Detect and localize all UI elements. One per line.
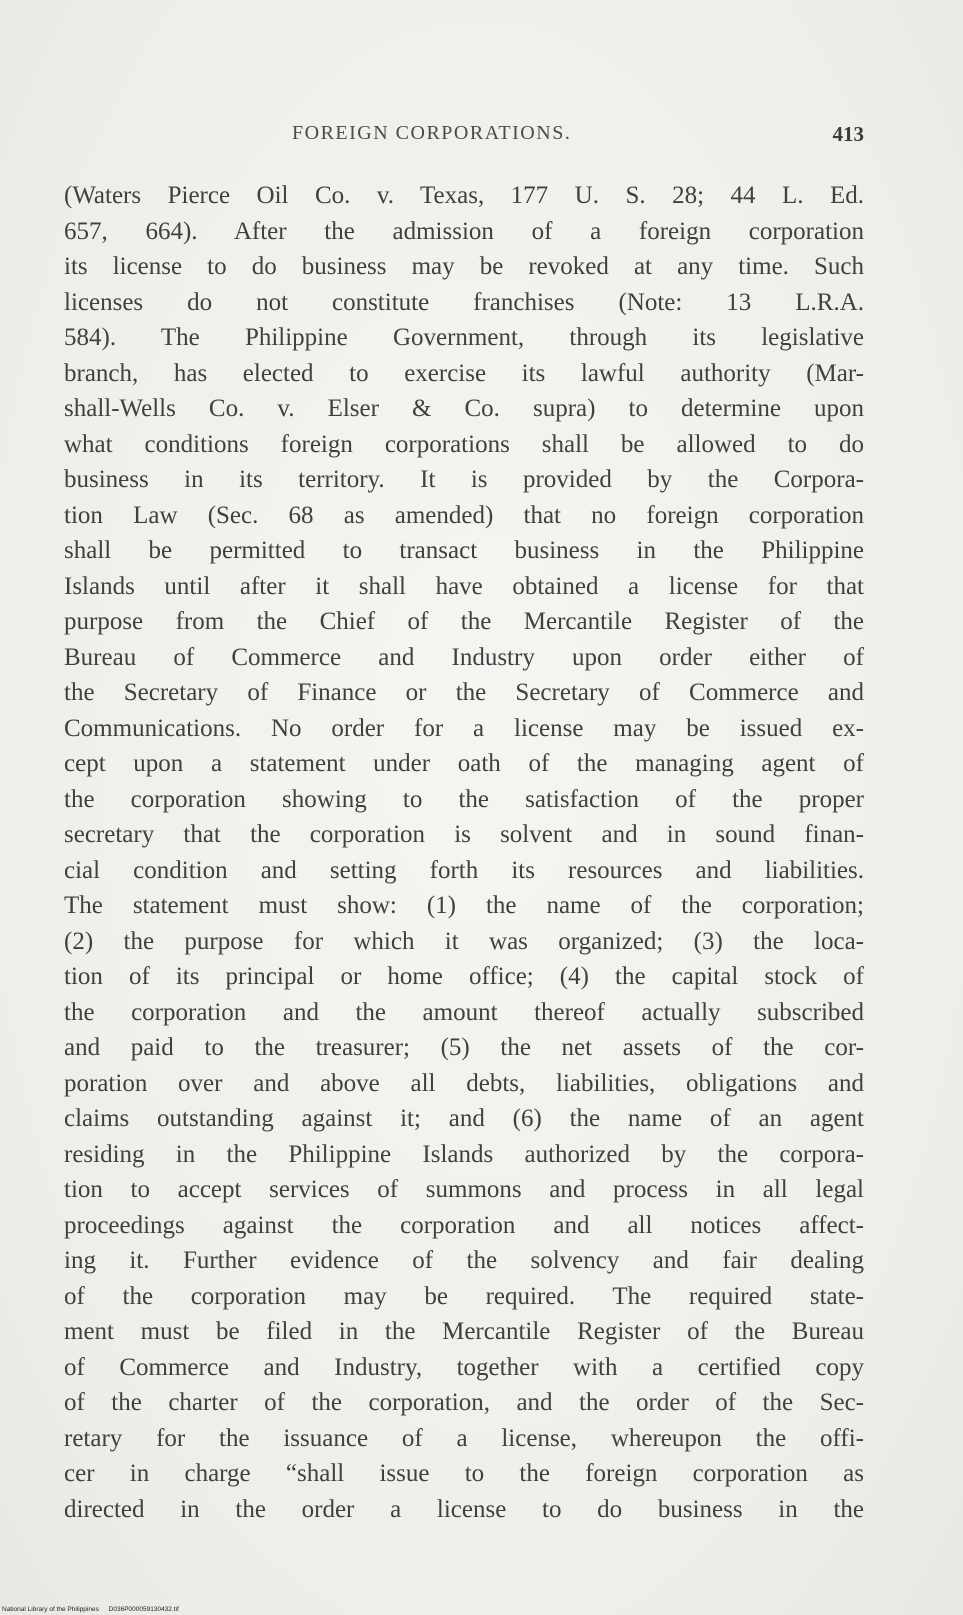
page-header bbox=[64, 122, 864, 152]
scan-footer bbox=[2, 1606, 187, 1613]
page-number: 413 bbox=[832, 122, 864, 146]
text-line: its license to do business may be revoked at any time. Such bbox=[64, 253, 864, 280]
text-line: licenses do not constitute franchises (Note: 13 L.R.A. bbox=[64, 288, 864, 316]
footer-file-id: D036P000059130432.tif bbox=[108, 1606, 179, 1613]
text-line: tion of its principal or home office; (4) the capital stock of bbox=[64, 963, 864, 990]
text-line: cer in charge “shall issue to the foreign corporation as bbox=[64, 1460, 864, 1487]
text-line: of Commerce and Industry, together with a certified copy bbox=[64, 1353, 864, 1381]
text-line: and paid to the treasurer; (5) the net assets of the cor- bbox=[64, 1034, 864, 1061]
text-line: ment must be filed in the Mercantile Register of the Bureau bbox=[64, 1318, 864, 1345]
running-head: FOREIGN CORPORATIONS. bbox=[292, 122, 572, 144]
text-line: Islands until after it shall have obtained a license for that bbox=[64, 572, 864, 600]
text-line: directed in the order a license to do business in the bbox=[64, 1495, 864, 1523]
text-line: secretary that the corporation is solvent and in sound finan- bbox=[64, 821, 864, 848]
text-line: The statement must show: (1) the name of the corporation; bbox=[64, 892, 864, 919]
text-line: shall-Wells Co. v. Elser & Co. supra) to determine upon bbox=[64, 395, 864, 422]
text-line: tion to accept services of summons and process in all legal bbox=[64, 1176, 864, 1203]
text-line: shall be permitted to transact business in the Philippine bbox=[64, 537, 864, 564]
text-line: tion Law (Sec. 68 as amended) that no foreign corporation bbox=[64, 501, 864, 529]
text-line: proceedings against the corporation and all notices affect- bbox=[64, 1211, 864, 1239]
text-line: the corporation showing to the satisfaction of the proper bbox=[64, 785, 864, 813]
body-text bbox=[64, 178, 864, 1527]
text-line: poration over and above all debts, liabilities, obligations and bbox=[64, 1069, 864, 1097]
text-line: the Secretary of Finance or the Secretary of Commerce and bbox=[64, 679, 864, 706]
text-line: retary for the issuance of a license, whereupon the offi- bbox=[64, 1424, 864, 1452]
text-line: of the charter of the corporation, and the order of the Sec- bbox=[64, 1389, 864, 1416]
text-line: (2) the purpose for which it was organized; (3) the loca- bbox=[64, 927, 864, 955]
text-line: 657, 664). After the admission of a foreign corporation bbox=[64, 217, 864, 245]
text-line: of the corporation may be required. The required state- bbox=[64, 1282, 864, 1310]
text-line: (Waters Pierce Oil Co. v. Texas, 177 U. S. 28; 44 L. Ed. bbox=[64, 182, 864, 209]
text-line: purpose from the Chief of the Mercantile Register of the bbox=[64, 608, 864, 635]
text-line: residing in the Philippine Islands authorized by the corpora- bbox=[64, 1140, 864, 1168]
text-line: claims outstanding against it; and (6) the name of an agent bbox=[64, 1105, 864, 1132]
text-line: branch, has elected to exercise its lawful authority (Mar- bbox=[64, 359, 864, 387]
text-line: Bureau of Commerce and Industry upon order either of bbox=[64, 643, 864, 671]
text-line: 584). The Philippine Government, through its legislative bbox=[64, 324, 864, 351]
text-line: cial condition and setting forth its resources and liabilities. bbox=[64, 856, 864, 884]
text-line: Communications. No order for a license may be issued ex- bbox=[64, 714, 864, 742]
text-line: the corporation and the amount thereof actually subscribed bbox=[64, 998, 864, 1026]
text-line: business in its territory. It is provided by the Corpora- bbox=[64, 466, 864, 493]
text-line: ing it. Further evidence of the solvency and fair dealing bbox=[64, 1247, 864, 1274]
text-line: what conditions foreign corporations shall be allowed to do bbox=[64, 430, 864, 458]
text-line: cept upon a statement under oath of the managing agent of bbox=[64, 750, 864, 777]
footer-library: National Library of the Philippines bbox=[2, 1606, 99, 1613]
